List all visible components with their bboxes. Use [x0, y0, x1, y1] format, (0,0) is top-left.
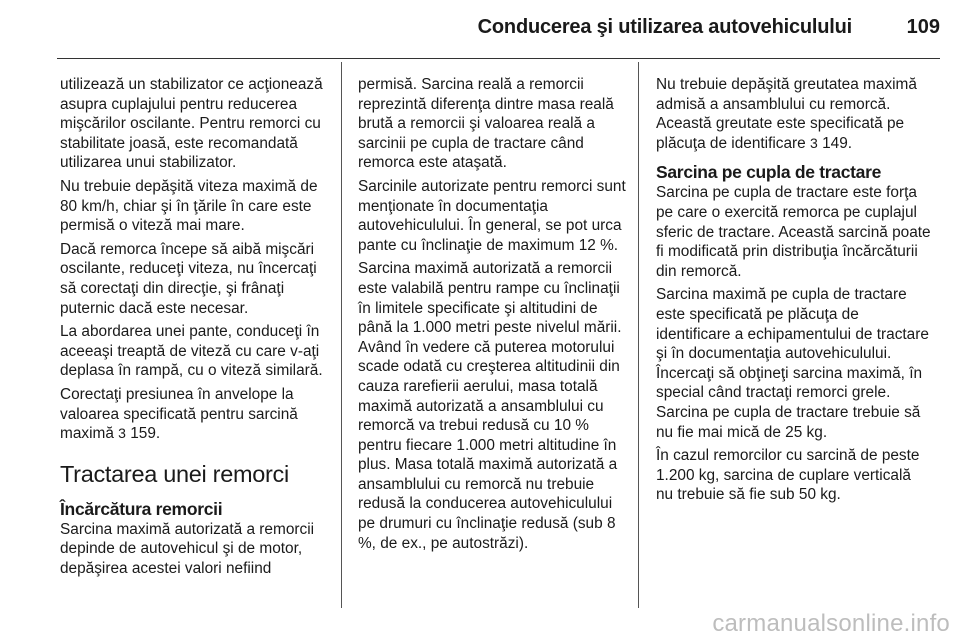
subsection-heading: Sarcina pe cupla de tractare: [656, 162, 882, 183]
page-reference-icon: 3: [118, 425, 126, 442]
page-reference: 149.: [822, 134, 853, 152]
paragraph-text: Corectaţi presiunea în anvelope la valoarea specificată pentru sarcină maximă: [60, 385, 298, 443]
running-title: Conducerea şi utilizarea autovehiculului: [477, 16, 852, 38]
paragraph: Sarcina maximă pe cupla de tractare este specificată pe plăcuţa de identificare a echipamentului de tractare şi în documentaţia autovehiculului. Încercaţi să obţineţi sarcina maximă, în special când tractaţi remorci grele. Sarcina pe cupla de tractare trebuie să nu fie mai mică de 25 kg.: [656, 286, 929, 441]
paragraph: La abordarea unei pante, conduceţi în aceeaşi treaptă de viteză cu care v-aţi deplasa în rampă, cu o viteză similară.: [60, 323, 323, 380]
paragraph: utilizează un stabilizator ce acţionează asupra cuplajului pentru reducerea mişcărilor oscilante. Pentru remorci cu stabilitate joasă, este recomandată utilizarea unui stabilizator.: [60, 76, 323, 172]
paragraph: În cazul remorcilor cu sarcină de peste 1.200 kg, sarcina de cuplare verticală nu trebuie să fie sub 50 kg.: [656, 447, 920, 504]
paragraph: Dacă remorca începe să aibă mişcări oscilante, reduceţi viteza, nu încercaţi să corectaţi din direcţie, şi frânaţi puternic dacă este necesar.: [60, 240, 317, 317]
text-column-1: [60, 75, 330, 582]
column-divider-2: [638, 62, 639, 608]
paragraph-text: Nu trebuie depăşită greutatea maximă admisă a ansamblului cu remorcă. Această greutate este specificată pe plăcuţa de identificare: [656, 76, 917, 152]
paragraph: Sarcina pe cupla de tractare este forţa pe care o exercită remorca pe cuplajul sferic de tractare. Această sarcină poate fi modificată prin distribuţia încărcăturii din remorcă.: [656, 184, 931, 280]
header-divider: [57, 58, 940, 59]
text-column-2: [358, 75, 628, 557]
page-header: [0, 0, 960, 62]
text-column-3: [656, 75, 932, 509]
page-number: 109: [906, 16, 940, 38]
paragraph: Nu trebuie depăşită viteza maximă de 80 km/h, chiar şi în ţările în care este permisă o viteză mai mare.: [60, 177, 318, 235]
paragraph-with-reference: [656, 75, 932, 153]
paragraph: Sarcina maximă autorizată a remorcii este valabilă pentru rampe cu înclinaţii în limitele specificate şi altitudini de până la 1.000 metri peste nivelul mării. Având în vedere că puterea motorului scade odată cu creşterea altitudinii din cauza rarefierii aerului, masa totală maximă autorizată a ansamblului cu remorcă va trebui redusă cu 10 % pentru fiecare 1.000 metri altitudine în plus. Masa totală maximă autorizată a ansamblului cu remorcă nu trebuie redusă la conducerea autovehiculului pe drumuri cu înclinaţie redusă (sub 8 %, de ex., pe autostrăzi).: [358, 260, 622, 552]
column-divider-1: [341, 62, 342, 608]
paragraph: permisă. Sarcina reală a remorcii reprezintă diferenţa dintre masa reală brută a remorcii şi valoarea reală a sarcinii pe cupla de tractare când remorca este ataşată.: [358, 76, 614, 172]
section-heading: Tractarea unei remorci: [60, 460, 289, 487]
paragraph: Sarcinile autorizate pentru remorci sunt menţionate în documentaţia autovehiculului. În general, se pot urca pante cu înclinaţie de maximum 12 %.: [358, 177, 626, 254]
page-reference: 159.: [130, 425, 161, 443]
subsection-heading: Încărcătura remorcii: [60, 498, 223, 519]
page-reference-icon: 3: [810, 134, 818, 151]
paragraph: Sarcina maximă autorizată a remorcii depinde de autovehicul şi de motor, depăşirea acestei valori nefiind: [60, 520, 315, 577]
paragraph-with-reference: [60, 385, 330, 444]
watermark: carmanualsonline.info: [712, 610, 950, 637]
